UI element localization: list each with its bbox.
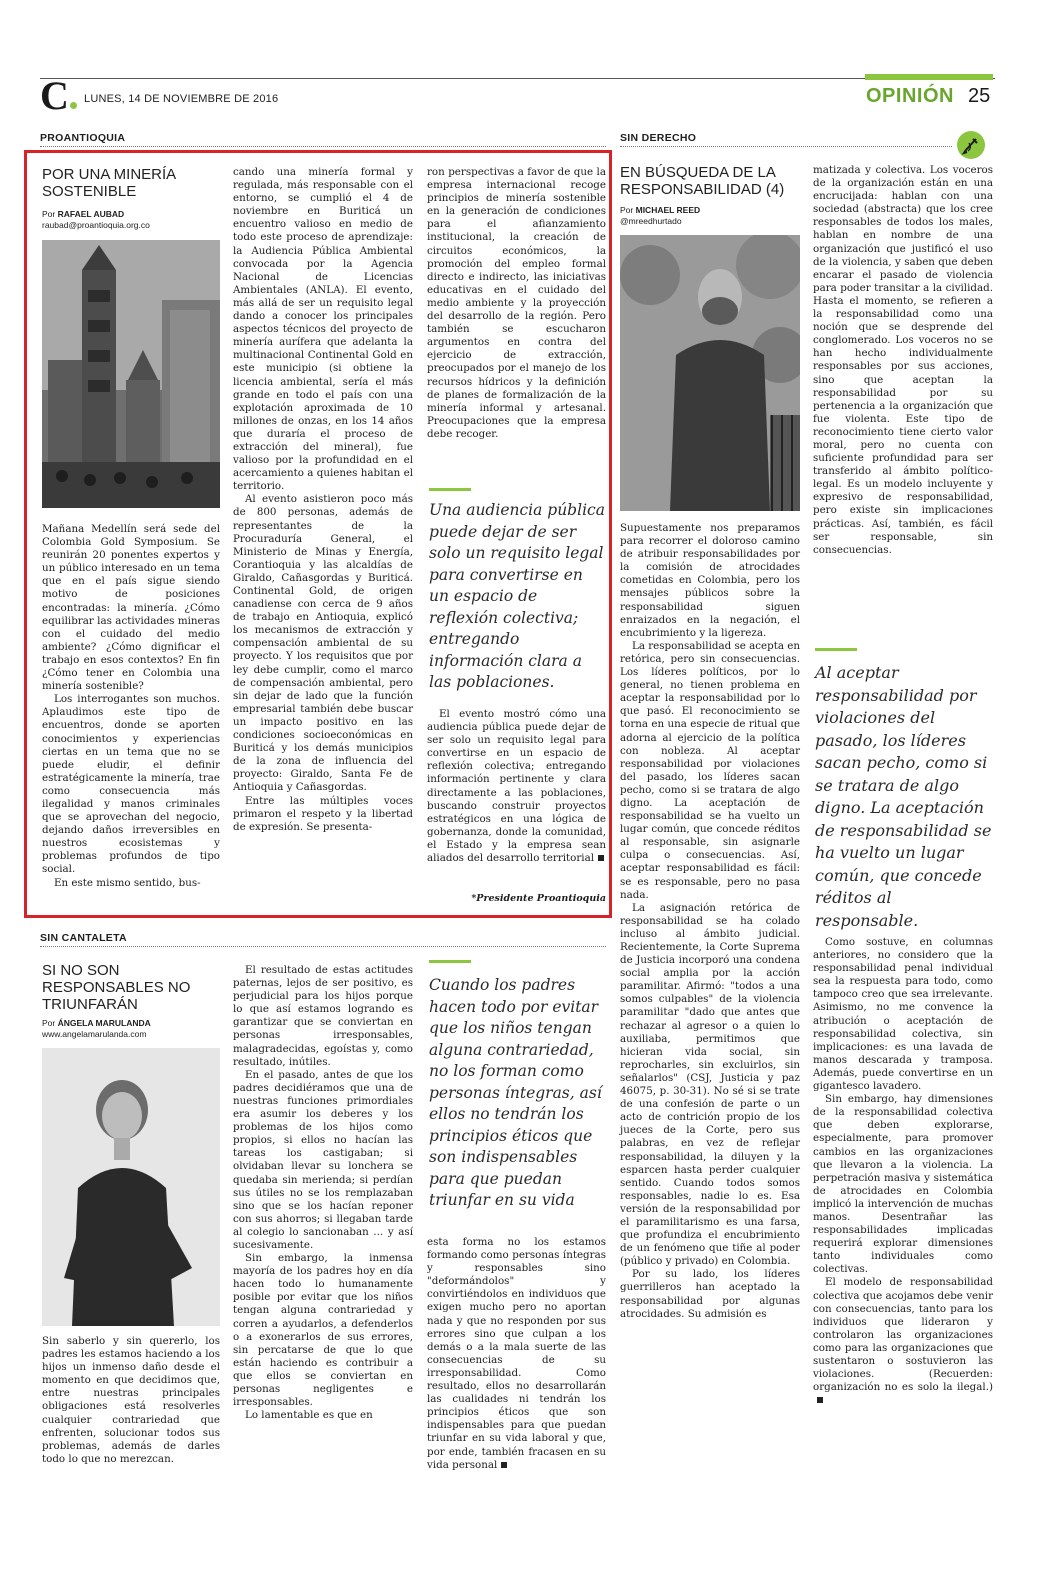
author-website: www.angelamarulanda.com — [42, 1029, 147, 1039]
paragraph: En el pasado, antes de que los padres decidiéramos que una de nuestras funciones primordiales era asumir los deberes y los problemas de los hijos como propios, si ellos no hacían las tareas los castigaban; si olvidaban llevar su lonchera se quedaba sin merienda; si perdían sus útiles no se los remplazaban sino que se los hacían reponer con sus ahorros; si llegaban tarde al colegio lo sancionaban ... y así sucesivamente. — [233, 1068, 413, 1251]
author-handle: @mreedhurtado — [620, 216, 682, 226]
paragraph: El resultado de estas actitudes paternas, lejos de ser positivo, es perjudicial para los hijos porque lo que así estamos logrando es garantizar que se conviertan en personas irresponsables, malagradecidas, egoístas y, como resultado, inútiles. — [233, 964, 413, 1068]
pen-icon — [957, 131, 985, 159]
paragraph: esta forma no los estamos formando como personas íntegras y responsables sino "deformándolos" y convirtiéndolos en individuos que exigen mucho pero no aportan nada y que no responden por sus errores sino que culpan a los demás o a la mala suerte de las consecuencias de su irresponsabilidad. Como resultado, ellos no desarrollarán las cualidades ni tendrán los principios éticos que son indispensables para que puedan triunfar en su vida laboral y que, por ende, también fracasen en su vida personal — [427, 1236, 606, 1471]
paragraph: cando una minería formal y regulada, más responsable con el entorno, se cumplió el 4 de noviembre en Buriticá un encuentro valioso en medio de todo este proceso de aprendizaje: la Audiencia Pública Ambiental convocada por la Agencia Nacional de Licencias Ambientales (ANLA). El evento, más allá de ser un requisito legal dando a conocer los principales aspectos técnicos del proyecto de minería aurífera que adelanta la multinacional Continental Gold en este municipio (si obtiene la licencia ambiental, sería el más grande en todo el país con una explotación aproximada de 10 millones de onzas, en los 14 años que duraría el proceso de extracción del mineral), fue valioso por la profundidad en el acercamiento a quienes habitan el territorio. — [233, 166, 413, 493]
paragraph: La asignación retórica de responsabilidad se ha colado incluso al ámbito judicial. Recientemente, la Corte Suprema de Justicia incorporó una condena social amplia por la acción paramilitar. Afirmó: "todos a una somos culpables" de la violencia paramilitar "dado que antes que rechazar al agresor o a quien lo auxiliaba, permitimos que hicieran vida social, sin reprocharles, sin excluirlos, sin señalarlos" (CSJ, Justicia y paz 46075, p. 30-31). No sé si se trate de una confesión de parte o un acto de contrición propio de los jueces de la Corte, pero sus palabras, en vez de reflejar responsabilidad, la diluyen y la esparcen hasta perder cualquier sentido. Cuando todos somos responsables, nadie lo es. Esa versión de la responsabilidad por el paramilitarismo es una farsa, que profundiza el encubrimiento de un fenómeno que tiñe al poder (público y privado) en Colombia. — [620, 901, 800, 1268]
paragraph: ron perspectivas a favor de que la empresa internacional recoge principios de minería sostenible en la generación de condiciones para el afianzamiento institucional, la creación de circuitos económicos, la promoción del empleo formal directo e indirecto, las iniciativas educativas en el cuidado del medio ambiente y la proyección del desarrollo de la región. Pero también se escucharon argumentos en contra del ejercicio de extracción, preocupados por el manejo de los recursos hídricos y la definición de planes de formalización de la minería informal y artesanal. Preocupaciones que la empresa debe recoger. — [427, 166, 606, 440]
paragraph: Supuestamente nos preparamos para recorrer el doloroso camino de atribuir responsabilidades por la comisión de atrocidades cometidas en Colombia, pero los mensajes públicos sobre la responsabilidad siguen enraizados en la negación, el encubrimiento y la ligereza. — [620, 522, 800, 639]
article2-col2 — [233, 964, 413, 1422]
article2-col3 — [427, 1236, 606, 1472]
article3-col2-end — [813, 936, 993, 1407]
article1-col1 — [42, 523, 220, 890]
kicker-sin-derecho: SIN DERECHO — [620, 132, 697, 144]
pullquote-rule — [815, 648, 857, 651]
author-email: raubad@proantioquia.org.co — [42, 220, 150, 230]
author-photo — [42, 1048, 220, 1326]
section-accent-bar — [865, 74, 993, 80]
kicker-proantioquia: PROANTIOQUIA — [40, 132, 126, 144]
author-signature: *Presidente Proantioquia — [471, 893, 606, 904]
author-photo — [620, 235, 800, 511]
paragraph: Al evento asistieron poco más de 800 personas, además de representantes de la Procuraduría General, el Ministerio de Minas y Energía, Corantioquia y las alcaldías de Giraldo, Cañasgordas y Buriticá. Continental Gold, de origen canadiense con cerca de 9 años de trabajo en Antioquia, explicó los mecanismos de extracción y compensación ambiental de su proyecto. Y los requisitos que por ley debe cumplir, como el marco de compensación ambiental, pero sin dejar de lado que la función empresarial también debe buscar un impacto positivo en las condiciones socioeconómicas en Buriticá y los demás municipios de la zona de influencia del proyecto: Giraldo, Santa Fe de Antioquia y Cañasgordas. — [233, 493, 413, 794]
headline: SI NO SON RESPONSABLES NO TRIUNFARÁN — [42, 962, 191, 1013]
issue-date: LUNES, 14 DE NOVIEMBRE DE 2016 — [84, 93, 279, 105]
newspaper-logo: C — [40, 76, 77, 116]
paragraph: El evento mostró cómo una audiencia pública puede dejar de ser solo un requisito legal para convertirse en un espacio de reflexión colectiva; entregando información pertinente y clara directamente a las poblaciones, buscando construir proyectos estratégicos en una lógica de gobernanza, donde la comunidad, el Estado y la empresa sean aliados del desarrollo territorial — [427, 708, 606, 865]
article1-col2 — [233, 166, 413, 834]
end-mark-icon — [598, 855, 604, 861]
paragraph: Por su lado, los líderes guerrilleros han aceptado la responsabilidad por algunas atrocidades. Su admisión es — [620, 1268, 800, 1320]
pullquote: Una audiencia pública puede dejar de ser solo un requisito legal para convertirse en un espacio de reflexión colectiva; entregando información clara a las poblaciones. — [429, 501, 605, 691]
section-title: OPINIÓN — [866, 85, 954, 107]
byline: Por MICHAEL REED @mreedhurtado — [620, 205, 701, 226]
page-number: 25 — [968, 85, 991, 107]
paragraph: Lo lamentable es que en — [245, 1409, 373, 1422]
paragraph: El modelo de responsabilidad colectiva que acojamos debe venir con consecuencias, tanto para los individuos que lideraron y controlaron las organizaciones como para las organizaciones que sustentaron o sostuvieron las violaciones. (Recuerden: organización no es solo la ilegal.) — [813, 1276, 993, 1407]
paragraph: Sin saberlo y sin quererlo, los padres les estamos haciendo a los hijos un inmenso daño desde el momento en que decidimos que, entre nuestras principales obligaciones está resolverles cualquier contrariedad que enfrenten, solucionar todos sus problemas, además de darles todo lo que no merezcan. — [42, 1335, 220, 1465]
pullquote-rule — [429, 960, 471, 963]
paragraph: En este mismo sentido, bus- — [54, 876, 201, 889]
pullquote: Al aceptar responsabilidad por violaciones del pasado, los líderes sacan pecho, como si se tratara de algo digno. La aceptación de responsabilidad se ha vuelto un lugar común, que concede réditos al responsable. — [815, 663, 992, 930]
paragraph: Sin embargo, hay dimensiones de la responsabilidad colectiva que deben explorarse, especialmente, para promover cambios en las organizaciones que llevaron a la violencia. La perpetración masiva y sistemática de atrocidades en Colombia implicó la intervención de muchas manos. Desentrañar las responsabilidades implicadas requerirá explorar dimensiones tanto individuales como colectivas. — [813, 1093, 993, 1276]
end-mark-icon — [501, 1462, 507, 1468]
end-mark-icon — [817, 1397, 823, 1403]
paragraph: Entre las múltiples voces primaron el respeto y la libertad de expresión. Se presenta- — [233, 794, 413, 833]
paragraph: Los interrogantes son muchos. Aplaudimos este tipo de encuentros, donde se aporten conocimientos y experiencias ciertas en un tema que no se puede eludir, el definir estratégicamente la minería, trae como consecuencia más ilegalidad y manos criminales que se aprovechan del negocio, dejando daños irreversibles en nuestros ecosistemas y problemas profundos de tipo social. — [42, 693, 220, 876]
kicker-rule — [40, 146, 606, 148]
masthead-rule — [40, 78, 995, 79]
headline: POR UNA MINERÍA SOSTENIBLE — [42, 166, 176, 200]
paragraph: matizada y colectiva. Los voceros de la organización están en una encrucijada: hablan con una sociedad (abstracta) que los cree responsables de todos los males, hablan en nombre de una organización que justificó el uso de la violencia, y saben que deben encarar el pasado de violencia para poder transitar a la civilidad. Hasta el momento, se refieren a la responsabilidad como una noción que se desprende del conglomerado. Los voceros no se han hecho individualmente responsables por sus acciones, sino que aceptan la responsabilidad por su pertenencia a la organización que fue violenta. Este tipo de reconocimiento tiene cierto valor moral, pero no cuenta con suficiente profundidad para ser transferido al ámbito político-legal. Es un modelo incluyente y expresivo de responsabilidad, pero existe sin implicaciones prácticas. Así, también, es fácil ser responsable, sin consecuencias. — [813, 164, 993, 556]
article2-col1 — [42, 1335, 220, 1466]
paragraph: Como sostuve, en columnas anteriores, no considero que la responsabilidad penal individual sea la respuesta para todo, como tampoco creo que sea irrelevante. Asimismo, no me convence la atribución o aceptación de responsabilidad colectiva, sin implicaciones: es una lavada de manos descarada y tramposa. Además, puede convertirse en un gigantesco lavadero. — [813, 936, 993, 1093]
paragraph: Mañana Medellín será sede del Colombia Gold Symposium. Se reunirán 20 ponentes expertos y un público interesado en un tema que en el país sigue siendo motivo de posiciones encontradas: la minería. ¿Cómo equilibrar las actividades mineras con el cuidado del medio ambiente? ¿Cómo dignificar el trabajo en esos contextos? En fin ¿Cómo tener en Colombia una minería sostenible? — [42, 523, 220, 693]
pullquote: Cuando los padres hacen todo por evitar que los niños tengan alguna contrariedad, no los forman como personas íntegras, así ellos no tendrán los principios éticos que son indispensables para que puedan triunfar en su vida — [429, 976, 602, 1209]
headline: EN BÚSQUEDA DE LA RESPONSABILIDAD (4) — [620, 164, 785, 198]
paragraph: La responsabilidad se acepta en retórica, pero sin consecuencias. Los líderes políticos, por lo general, no tienen problema en aceptar la responsabilidad por lo que pasó. El reconocimiento se torna en una especie de ritual que adorna al ejercicio de la política con nobleza. Al aceptar responsabilidad por violaciones del pasado, los líderes sacan pecho, como si se tratara de algo digno. La aceptación de responsabilidad se ha vuelto un lugar común, que concede réditos al responsable, sin asignarle culpa o consecuencias. Así, aceptar responsabilidad es fácil: se es responsable, pero no pasa nada. — [620, 639, 800, 901]
logo-dot-icon — [70, 102, 77, 109]
byline: Por ÁNGELA MARULANDA www.angelamarulanda.com — [42, 1018, 151, 1039]
article3-col2 — [813, 164, 993, 557]
kicker-rule — [40, 946, 606, 948]
church-photo — [42, 240, 220, 508]
kicker-rule — [620, 146, 952, 148]
paragraph: Sin embargo, la inmensa mayoría de los padres hoy en día hacen todo lo humanamente posible por evitar que los niños tengan alguna contrariedad y corren a ayudarlos, a defenderlos o a exonerarlos de sus errores, sin percatarse de que lo que están haciendo es contribuir a que ellos se conviertan en personas negligentes e irresponsables. — [233, 1252, 413, 1409]
article3-col1 — [620, 522, 800, 1321]
article1-col3-end — [427, 708, 606, 865]
kicker-sin-cantaleta: SIN CANTALETA — [40, 932, 127, 944]
byline: Por RAFAEL AUBAD raubad@proantioquia.org.co — [42, 209, 150, 230]
pullquote-rule — [429, 488, 471, 491]
article1-col3 — [427, 166, 606, 441]
